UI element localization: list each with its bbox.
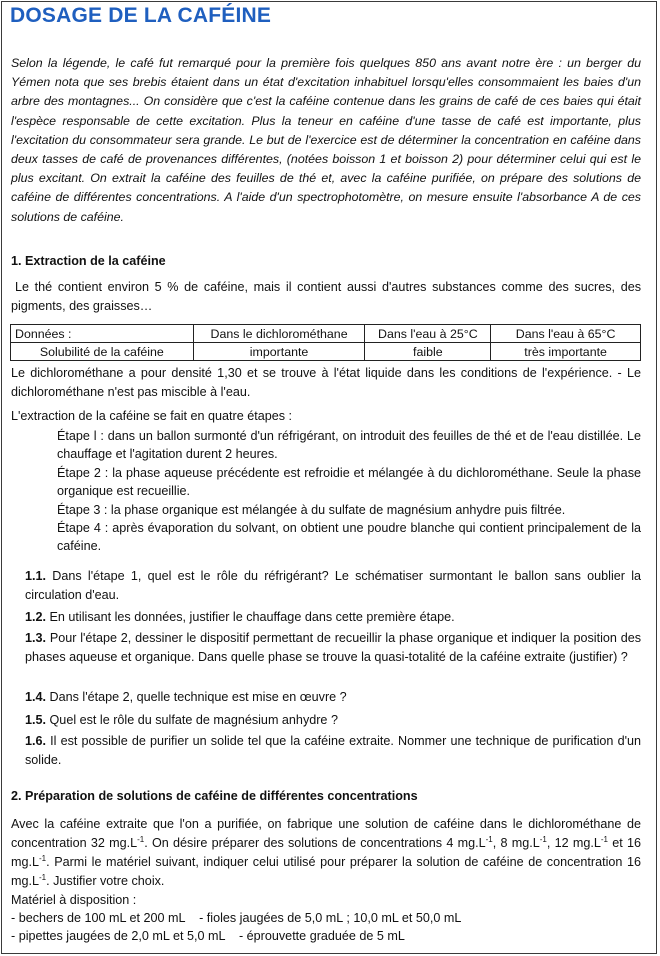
- question-1-5: 1.5. Quel est le rôle du sulfate de magnésium anhydre ?: [25, 713, 338, 727]
- question-1-2: 1.2. En utilisant les données, justifier le chauffage dans cette première étape.: [25, 610, 455, 624]
- materiel-label: Matériel à disposition :: [11, 893, 137, 907]
- table-header-row: [11, 325, 641, 343]
- materiel-line: - pipettes jaugées de 2,0 mL et 5,0 mL - éprouvette graduée de 5 mL: [11, 929, 405, 943]
- question-1-4: 1.4. Dans l'étape 2, quelle technique est mise en œuvre ?: [25, 690, 347, 704]
- question-1-6: 1.6. Il est possible de purifier un solide tel que la caféine extraite. Nommer une technique de purification d'un solide.: [25, 734, 641, 767]
- table-cell: Dans le dichlorométhane: [193, 325, 365, 343]
- intro-paragraph: Selon la légende, le café fut remarqué pour la première fois quelques 850 ans avant notre ère : un berger du Yémen nota que ses brebis étaient dans un état d'excitation inhabituel lorsqu'elles consommaient les baies d'un arbre des montagnes... On considère que c'est la caféine contenue dans les grains de café de ces baies qui était l'espèce responsable de cette excitation. Plus la teneur en caféine d'une tasse de café est importante, plus l'excitation du consommateur sera grande. Le but de l'exercice est de déterminer la concentration en caféine dans deux tasses de café de provenances différentes, (notées boisson 1 et boisson 2) pour déterminer celui qui est le plus excitant. On extrait la caféine des feuilles de thé et, avec la caféine purifiée, on prépare des solutions de caféine de différentes concentrations. A l'aide d'un spectrophotomètre, on mesure ensuite l'absorbance A de ces solutions de caféine.: [11, 56, 641, 224]
- table-cell: Solubilité de la caféine: [11, 343, 194, 361]
- step-item: Étape 4 : après évaporation du solvant, on obtient une poudre blanche qui contient principalement de la caféine.: [57, 521, 641, 554]
- table-cell: Dans l'eau à 25°C: [365, 325, 491, 343]
- section-1-lead: Le thé contient environ 5 % de caféine, mais il contient aussi d'autres substances comme des sucres, des pigments, des graisses…: [11, 280, 641, 313]
- table-row: [11, 343, 641, 361]
- table-cell: faible: [365, 343, 491, 361]
- steps-intro: L'extraction de la caféine se fait en quatre étapes :: [11, 409, 293, 423]
- question-1-3: 1.3. Pour l'étape 2, dessiner le dispositif permettant de recueillir la phase organique et indiquer la position des phases aqueuse et organique. Dans quelle phase se trouve la quasi-totalité de la caféine extraite (justifier) ?: [25, 631, 641, 664]
- table-cell: importante: [193, 343, 365, 361]
- table-cell: Données :: [11, 325, 194, 343]
- table-cell: très importante: [491, 343, 641, 361]
- section-2-paragraph: Avec la caféine extraite que l'on a purifiée, on fabrique une solution de caféine dans le dichlorométhane de concentration 32 $mg.L^{-1}$. On désire préparer des solutions de concentrations 4 $mg.L^{-1}$, 8 $mg.L^{-1}$, 12 $mg.L^{-1}$ et 16 $mg.L^{-1}$. Parmi le matériel suivant, indiquer celui utilisé pour préparer la solution de caféine de concentration 16 $mg.L^{-1}$. Justifier votre choix.: [11, 817, 641, 888]
- materiel-line: - bechers de 100 mL et 200 mL - fioles jaugées de 5,0 mL ; 10,0 mL et 50,0 mL: [11, 911, 462, 925]
- solubility-table: [10, 324, 641, 361]
- section-1-heading: 1. Extraction de la caféine: [11, 254, 166, 268]
- step-item: Étape 3 : la phase organique est mélangée à du sulfate de magnésium anhydre puis filtrée.: [57, 502, 566, 517]
- page-title: DOSAGE DE LA CAFÉINE: [10, 4, 272, 27]
- section-2-heading: 2. Préparation de solutions de caféine de différentes concentrations: [11, 789, 418, 803]
- steps-list: [57, 427, 641, 556]
- table-cell: Dans l'eau à 65°C: [491, 325, 641, 343]
- dichloromethane-notes: Le dichlorométhane a pour densité 1,30 et se trouve à l'état liquide dans les conditions de l'expérience. - Le dichlorométhane n'est pas miscible à l'eau.: [11, 366, 641, 399]
- question-1-1: 1.1. Dans l'étape 1, quel est le rôle du réfrigérant? Le schématiser surmontant le ballon sans oublier la circulation d'eau.: [25, 569, 642, 602]
- step-item: Étape l : dans un ballon surmonté d'un réfrigérant, on introduit des feuilles de thé et de l'eau distillée. Le chauffage et l'agitation durent 2 heures.: [57, 429, 641, 462]
- step-item: Étape 2 : la phase aqueuse précédente est refroidie et mélangée à du dichlorométhane. Seule la phase organique est recueillie.: [57, 465, 641, 499]
